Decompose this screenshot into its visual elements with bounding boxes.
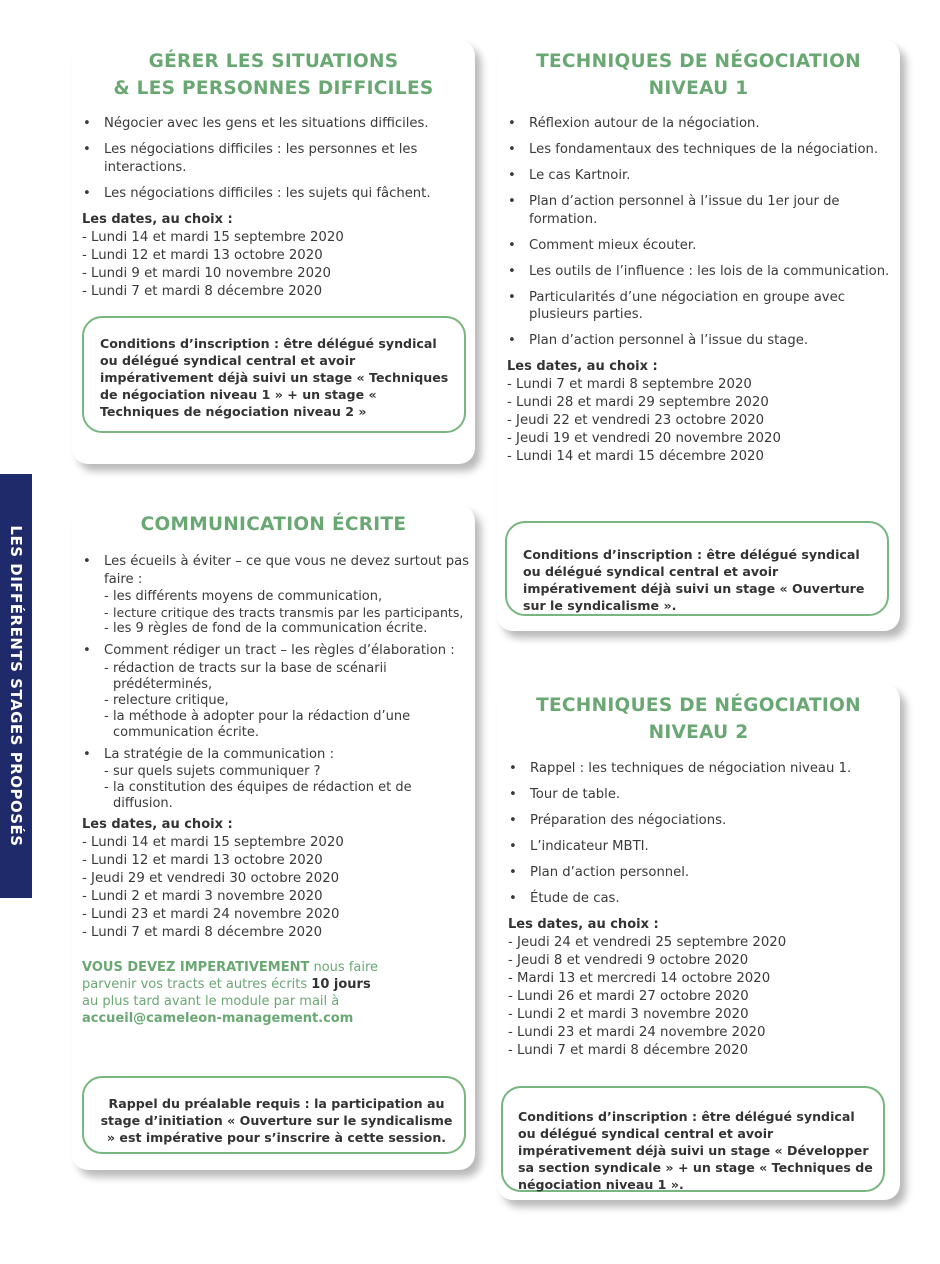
dates-list: [507, 376, 892, 466]
list-item: • Comment mieux écouter.: [507, 237, 892, 255]
list-item: [82, 746, 470, 813]
conditions-box: [82, 316, 466, 433]
date-item: - Lundi 26 et mardi 27 octobre 2020: [508, 988, 893, 1006]
card-title: [72, 505, 475, 538]
list-item: • Étude de cas.: [508, 890, 893, 908]
card-body: [82, 115, 467, 301]
notice-emphasis: VOUS DEVEZ IMPERATIVEMENT: [82, 960, 310, 975]
list-item: • Plan d’action personnel.: [508, 864, 893, 882]
sub-list: [104, 661, 470, 741]
date-item: - Lundi 14 et mardi 15 septembre 2020: [82, 229, 467, 247]
list-item: • Tour de table.: [508, 786, 893, 804]
sub-item: - la constitution des équipes de rédaction et de diffusion.: [104, 780, 470, 812]
topic-list: [82, 115, 467, 202]
notice-deadline: 10 jours: [311, 977, 371, 992]
title-line-1: GÉRER LES SITUATIONS: [148, 51, 399, 72]
list-item: • Le cas Kartnoir.: [507, 167, 892, 185]
card-body: [508, 760, 893, 1060]
title-line-2: & LES PERSONNES DIFFICILES: [113, 78, 434, 99]
list-item: [82, 553, 470, 637]
date-item: - Jeudi 24 et vendredi 25 septembre 2020: [508, 934, 893, 952]
date-item: - Jeudi 22 et vendredi 23 octobre 2020: [507, 412, 892, 430]
list-item: • Réflexion autour de la négociation.: [507, 115, 892, 133]
contact-email: accueil@cameleon-management.com: [82, 1011, 354, 1026]
card-body: [507, 115, 892, 466]
date-item: - Jeudi 19 et vendredi 20 novembre 2020: [507, 430, 892, 448]
dates-list: [82, 834, 470, 942]
list-item: • Les outils de l’influence : les lois de la communication.: [507, 263, 892, 281]
submission-notice: [82, 959, 382, 1027]
conditions-text: Conditions d’inscription : être délégué syndical ou délégué syndical central et avoir impérativement déjà suivi un stage « Ouverture sur le syndicalisme ».: [523, 547, 865, 613]
card-written-communication: [72, 505, 475, 1170]
conditions-box: [505, 521, 889, 616]
card-negotiation-level-2: [497, 684, 900, 1200]
title-line-1: TECHNIQUES DE NÉGOCIATION: [536, 695, 861, 716]
notice-text: nous faire parvenir vos tracts et autres écrits: [82, 960, 379, 992]
dates-title: Les dates, au choix :: [508, 917, 659, 932]
conditions-text: Conditions d’inscription : être délégué syndical ou délégué syndical central et avoir impérativement déjà suivi un stage « Techniques de négociation niveau 1 » + un stage « Techniques de négociation niveau 2 »: [100, 336, 449, 419]
card-difficult-situations: [72, 40, 475, 464]
date-item: - Lundi 14 et mardi 15 septembre 2020: [82, 834, 470, 852]
dates-title: Les dates, au choix :: [82, 211, 233, 227]
card-negotiation-level-1: [497, 40, 900, 631]
list-item: • Préparation des négociations.: [508, 812, 893, 830]
list-item-text: Les écueils à éviter – ce que vous ne devez surtout pas faire :: [104, 554, 470, 587]
date-item: - Lundi 2 et mardi 3 novembre 2020: [508, 1006, 893, 1024]
date-item: - Lundi 7 et mardi 8 septembre 2020: [507, 376, 892, 394]
sub-item: - les différents moyens de communication,: [104, 589, 470, 605]
date-item: - Lundi 28 et mardi 29 septembre 2020: [507, 394, 892, 412]
card-title: [497, 684, 900, 746]
card-body: [82, 553, 470, 1027]
date-item: - Lundi 7 et mardi 8 décembre 2020: [508, 1042, 893, 1060]
date-item: - Lundi 2 et mardi 3 novembre 2020: [82, 888, 470, 906]
date-item: - Lundi 23 et mardi 24 novembre 2020: [82, 906, 470, 924]
date-item: - Lundi 12 et mardi 13 octobre 2020: [82, 852, 470, 870]
title-line-1: TECHNIQUES DE NÉGOCIATION: [536, 51, 861, 72]
list-item: • Négocier avec les gens et les situations difficiles.: [82, 115, 467, 133]
sub-item: - la méthode à adopter pour la rédaction d’une communication écrite.: [104, 709, 470, 741]
list-item-text: La stratégie de la communication :: [104, 746, 335, 762]
sub-item: - les 9 règles de fond de la communication écrite.: [104, 621, 470, 637]
list-item-text: Comment rédiger un tract – les règles d’élaboration :: [104, 643, 455, 658]
list-item: • Les négociations difficiles : les personnes et les interactions.: [82, 141, 467, 176]
date-item: - Lundi 7 et mardi 8 décembre 2020: [82, 283, 467, 301]
date-item: - Lundi 7 et mardi 8 décembre 2020: [82, 924, 470, 942]
topic-list: [82, 553, 470, 812]
list-item: • Rappel : les techniques de négociation niveau 1.: [508, 760, 893, 778]
date-item: - Lundi 12 et mardi 13 octobre 2020: [82, 247, 467, 265]
sub-item: - relecture critique,: [104, 693, 470, 709]
card-title: [497, 40, 900, 102]
topic-list: [508, 760, 893, 908]
list-item: • Les négociations difficiles : les sujets qui fâchent.: [82, 185, 467, 203]
date-item: - Jeudi 29 et vendredi 30 octobre 2020: [82, 870, 470, 888]
sub-list: [104, 764, 470, 812]
sub-list: [104, 589, 470, 637]
date-item: - Jeudi 8 et vendredi 9 octobre 2020: [508, 952, 893, 970]
title-line-1: COMMUNICATION ÉCRITE: [140, 514, 407, 535]
prerequisite-box: [82, 1076, 466, 1154]
sub-item: - rédaction de tracts sur la base de scénarii prédéterminés,: [104, 661, 470, 693]
side-tab-label: LES DIFFÉRENTS STAGES PROPOSÉS: [7, 525, 25, 847]
list-item: [82, 642, 470, 741]
dates-title: Les dates, au choix :: [507, 359, 658, 374]
date-item: - Lundi 9 et mardi 10 novembre 2020: [82, 265, 467, 283]
date-item: - Lundi 23 et mardi 24 novembre 2020: [508, 1024, 893, 1042]
date-item: - Mardi 13 et mercredi 14 octobre 2020: [508, 970, 893, 988]
list-item: • Plan d’action personnel à l’issue du 1er jour de formation.: [507, 193, 892, 228]
list-item: • L’indicateur MBTI.: [508, 838, 893, 856]
sub-item: - sur quels sujets communiquer ?: [104, 764, 470, 780]
dates-title: Les dates, au choix :: [82, 817, 233, 832]
title-line-2: NIVEAU 1: [648, 78, 749, 99]
conditions-box: [501, 1086, 885, 1192]
notice-text: au plus tard avant le module par mail à: [82, 994, 340, 1009]
list-item: • Les fondamentaux des techniques de la négociation.: [507, 141, 892, 159]
dates-list: [508, 934, 893, 1060]
prerequisite-text: Rappel du préalable requis : la participation au stage d’initiation « Ouverture sur le syndicalisme » est impérative pour s’inscrire à cette session.: [100, 1096, 453, 1145]
title-line-2: NIVEAU 2: [648, 722, 749, 743]
conditions-text: Conditions d’inscription : être délégué syndical ou délégué syndical central et avoir impérativement déjà suivi un stage « Développer sa section syndicale » + un stage « Techniques de négociation niveau 1 ».: [518, 1109, 873, 1192]
date-item: - Lundi 14 et mardi 15 décembre 2020: [507, 448, 892, 466]
topic-list: [507, 115, 892, 350]
list-item: • Plan d’action personnel à l’issue du stage.: [507, 332, 892, 350]
dates-list: [82, 229, 467, 301]
card-title: [72, 40, 475, 102]
side-tab: [0, 474, 32, 898]
list-item: • Particularités d’une négociation en groupe avec plusieurs parties.: [507, 289, 892, 324]
sub-item: - lecture critique des tracts transmis par les participants,: [104, 605, 470, 621]
